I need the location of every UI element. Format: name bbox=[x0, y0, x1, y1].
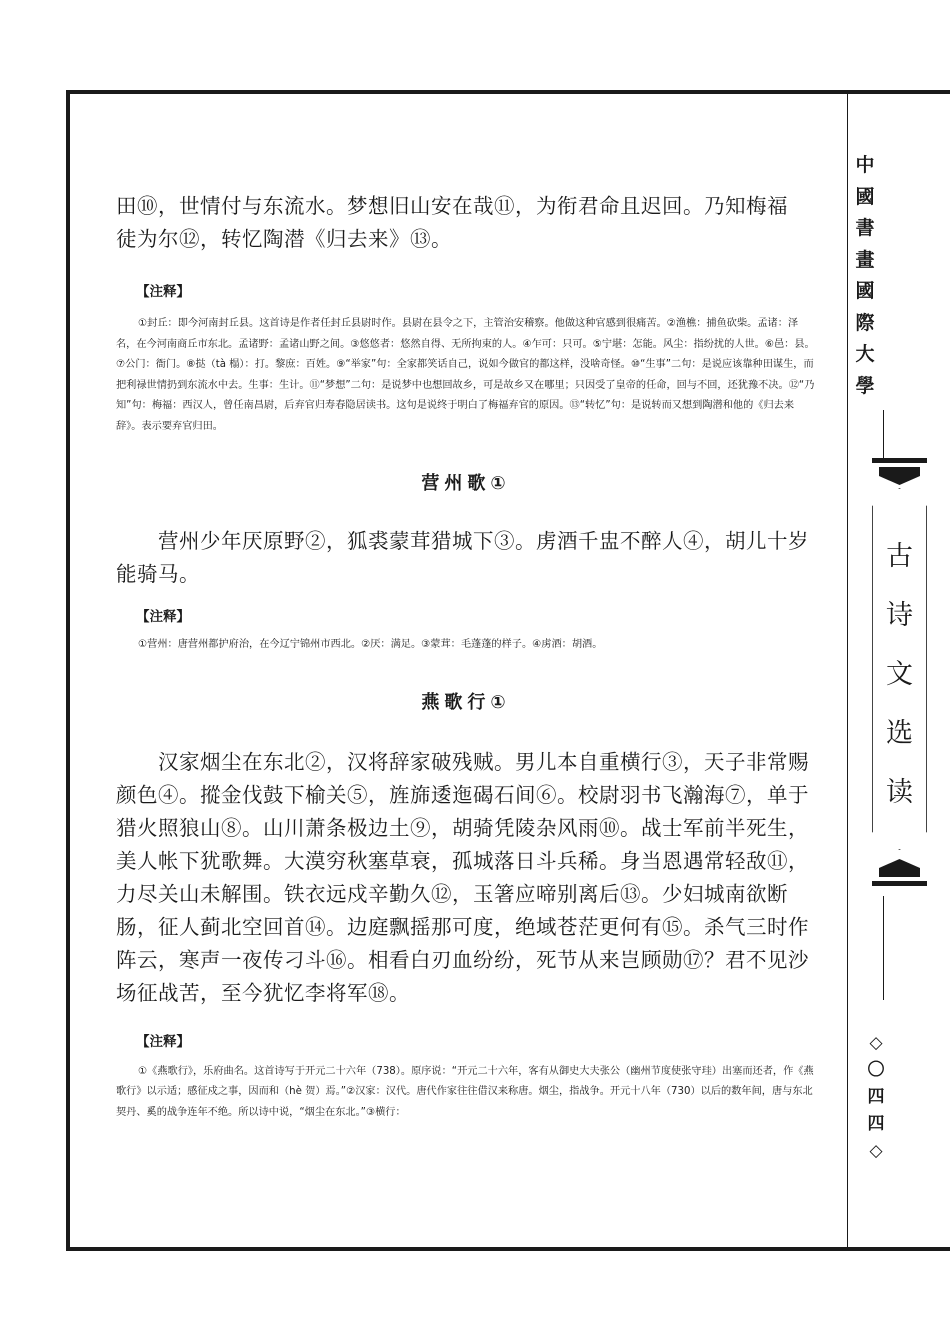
book-title-char: 选 bbox=[886, 718, 913, 749]
page-number-char: 四 bbox=[867, 1114, 885, 1134]
notes-heading-3: 【注释】 bbox=[136, 1033, 190, 1050]
poem-2-text: 营州少年厌原野②，狐裘蒙茸猎城下③。虏酒千盅不醉人④，胡儿十岁能骑马。 bbox=[116, 529, 809, 586]
poem-2-title: 营州歌① bbox=[421, 473, 511, 494]
page-frame-left bbox=[66, 90, 70, 1250]
poem-1-line-2: 徒为尔⑫，转忆陶潜《归去来》⑬。 bbox=[116, 227, 452, 251]
notes-heading-1: 【注释】 bbox=[136, 284, 190, 300]
series-char: 大 bbox=[855, 343, 875, 365]
page-number-char: 〇 bbox=[867, 1060, 885, 1080]
series-char: 際 bbox=[855, 311, 875, 334]
ornament-bottom bbox=[872, 854, 927, 886]
sidebar-rule-lower bbox=[883, 896, 884, 1000]
notes-heading-2: 【注释】 bbox=[136, 609, 190, 625]
book-title-char: 文 bbox=[886, 659, 913, 690]
series-title bbox=[848, 150, 882, 402]
page-frame-top bbox=[66, 90, 950, 94]
poem-3-title: 燕歌行① bbox=[421, 691, 511, 713]
series-char: 國 bbox=[855, 185, 875, 208]
series-char: 學 bbox=[855, 374, 875, 397]
page-content bbox=[116, 190, 816, 1123]
page-number-char: ◇ bbox=[869, 1033, 883, 1053]
notes-3: ①《燕歌行》，乐府曲名。这首诗写于开元二十六年（738）。原序说：“开元二十六年，客有从御史大夫张公（幽州节度使张守珪）出塞而还者，作《燕歌行》以示适；感征戍之事，因而和（hè 贺）焉。”②汉家：汉代。唐代作家往往借汉来称唐。烟尘，指战争。开元十八年（730）以后的数年间，唐与东北契丹、奚的战争连年不绝。所以诗中说，“烟尘在东北。”③横行： bbox=[116, 1065, 814, 1118]
book-title bbox=[872, 527, 927, 822]
page-frame-bottom bbox=[66, 1247, 950, 1251]
series-char: 中 bbox=[855, 154, 875, 176]
page-number bbox=[856, 1030, 896, 1165]
notes-2: ①营州：唐营州都护府治，在今辽宁锦州市西北。②厌：满足。③蒙茸：毛蓬蓬的样子。④虏酒：胡酒。 bbox=[138, 639, 603, 650]
series-char: 國 bbox=[855, 280, 875, 302]
poem-1-line-1: 田⑩，世情付与东流水。梦想旧山安在哉⑪，为衔君命且迟回。乃知梅福 bbox=[116, 194, 788, 218]
sidebar-rule-upper bbox=[883, 410, 884, 458]
book-title-char: 读 bbox=[886, 777, 913, 808]
ornament-top bbox=[872, 458, 927, 490]
notes-1: ①封丘：即今河南封丘县。这首诗是作者任封丘县尉时作。县尉在县令之下，主管治安稽察。他做这种官感到很痛苦。②渔樵：捕鱼砍柴。孟诸：泽名，在今河南商丘市东北。孟诸野：孟诸山野之间。③悠悠者：悠然自得、无所拘束的人。④乍可：只可。⑤宁堪：怎能。风尘：指纷扰的人世。⑥邑：县。⑦公门：衙门。⑧挞（tà 榻）：打。黎庶：百姓。⑨“举家”句：全家都笑话自己，说如今做官的都这样，没啥奇怪。⑩“生事”二句：是说应该靠种田谋生，而把利禄世情扔到东流水中去。生事：生计。⑪“梦想”二句：是说梦中也想回故乡，可是故乡又在哪里；只因受了皇帝的任命，回与不回，还犹豫不决。⑫“乃知”句：梅福：西汉人，曾任南昌尉，后弃官归寿春隐居读书。这句是说终于明白了梅福弃官的原因。⑬“转忆”句：是说转而又想到陶潜和他的《归去来辞》。表示要弃官归田。 bbox=[116, 318, 815, 432]
book-title-char: 古 bbox=[886, 541, 913, 572]
page-number-char: 四 bbox=[867, 1087, 885, 1107]
page-number-char: ◇ bbox=[869, 1141, 883, 1161]
poem-3-text: 汉家烟尘在东北②，汉将辞家破残贼。男儿本自重横行③，天子非常赐颜色④。摐金伐鼓下榆关⑤，旌旆逶迤碣石间⑥。校尉羽书飞瀚海⑦，单于猎火照狼山⑧。山川萧条极边土⑨，胡骑凭陵杂风雨⑩。战士军前半死生，美人帐下犹歌舞。大漠穷秋塞草衰，孤城落日斗兵稀。身当恩遇常轻敌⑪，力尽关山未解围。铁衣远戍辛勤久⑫，玉箸应啼别离后⑬。少妇城南欲断肠，征人蓟北空回首⑭。边庭飘摇那可度，绝域苍茫更何有⑮。杀气三时作阵云，寒声一夜传刁斗⑯。相看白刃血纷纷，死节从来岂顾勋⑰？君不见沙场征战苦，至今犹忆李将军⑱。 bbox=[116, 749, 809, 1005]
series-char: 書 bbox=[855, 217, 875, 239]
book-title-char: 诗 bbox=[886, 600, 913, 631]
series-char: 畫 bbox=[855, 248, 875, 271]
